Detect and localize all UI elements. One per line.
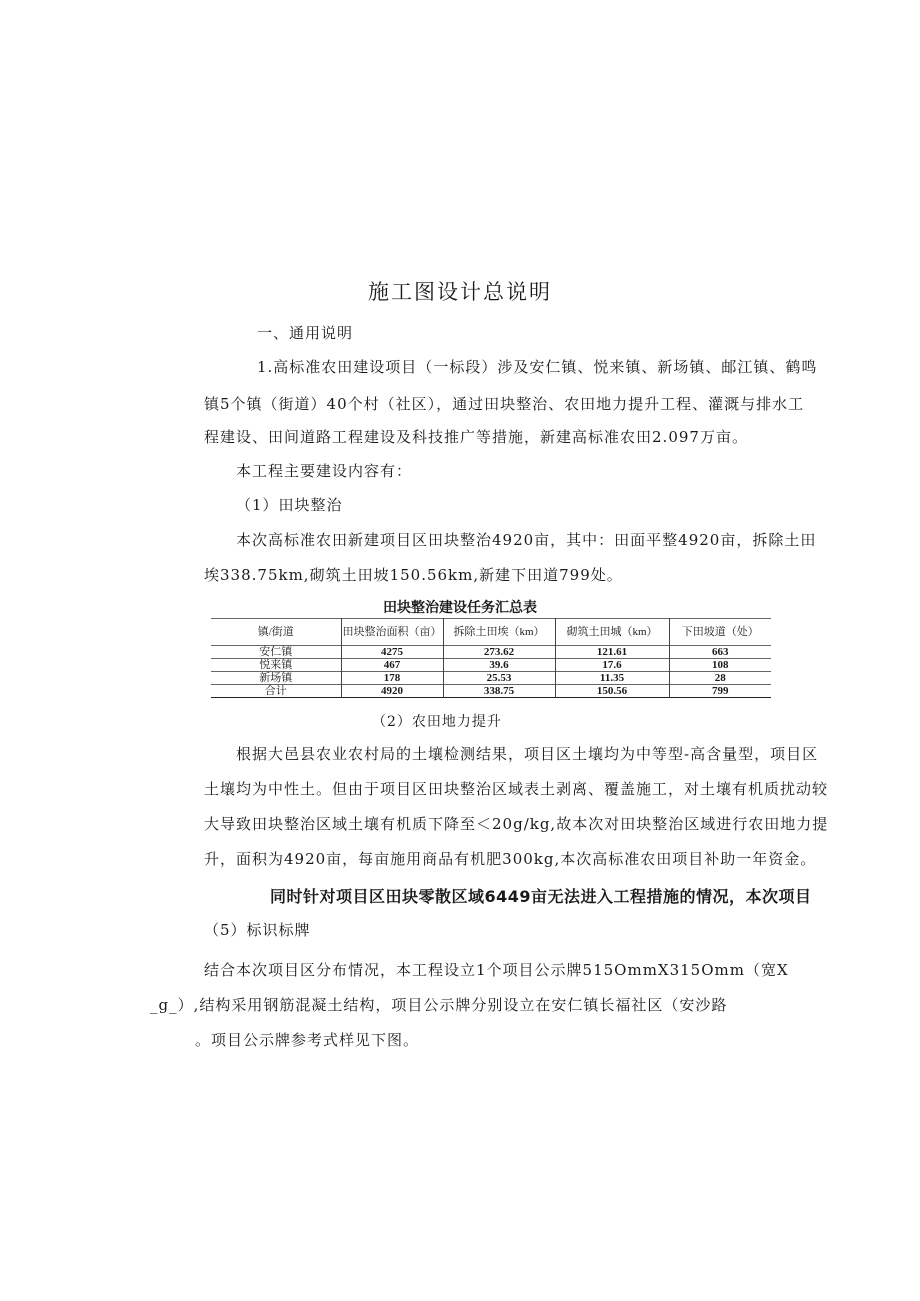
table-title: 田块整治建设任务汇总表 bbox=[383, 600, 537, 616]
sub-heading-soil-fertility: （2）农田地力提升 bbox=[372, 714, 502, 730]
page-title: 施工图设计总说明 bbox=[368, 280, 552, 304]
table-cell: 安仁镇 bbox=[211, 646, 341, 659]
para3-line1: 根据大邑县农业农村局的土壤检测结果，项目区土壤均为中等型-高含量型，项目区 bbox=[236, 745, 819, 763]
para1-line2: 镇5个镇（街道）40个村（社区），通过田块整治、农田地力提升工程、灌溉与排水工 bbox=[204, 395, 805, 413]
table-cell: 108 bbox=[669, 659, 771, 672]
para1-line3: 程建设、田间道路工程建设及科技推广等措施，新建高标准农田2.097万亩。 bbox=[204, 428, 748, 446]
para3-line4: 升，面积为4920亩，每亩施用商品有机肥300kg,本次高标准农田项目补助一年资金。 bbox=[204, 850, 817, 868]
table-cell: 悦来镇 bbox=[211, 659, 341, 672]
table-header-cell: 镇/街道 bbox=[211, 619, 341, 646]
table-row bbox=[211, 646, 771, 659]
table-cell: 273.62 bbox=[443, 646, 555, 659]
table-row bbox=[211, 672, 771, 685]
main-content-intro: 本工程主要建设内容有： bbox=[236, 462, 413, 480]
section-heading-general: 一、通用说明 bbox=[257, 324, 354, 342]
sub-heading-signage: （5）标识标牌 bbox=[204, 921, 311, 939]
table-cell: 25.53 bbox=[443, 672, 555, 685]
summary-table bbox=[211, 618, 771, 698]
table-cell: 178 bbox=[341, 672, 443, 685]
table-header-cell: 拆除土田埃（km） bbox=[443, 619, 555, 646]
sub-heading-field-consolidation: （1）田块整治 bbox=[236, 496, 343, 514]
table-cell: 39.6 bbox=[443, 659, 555, 672]
table-cell: 17.6 bbox=[555, 659, 669, 672]
table-total-row bbox=[211, 685, 771, 698]
table-cell: 338.75 bbox=[443, 685, 555, 698]
table-cell: 4920 bbox=[341, 685, 443, 698]
table-cell: 11.35 bbox=[555, 672, 669, 685]
para5-line3: 。项目公示牌参考式样见下图。 bbox=[195, 1031, 420, 1049]
para3-line2: 土壤均为中性土。但由于项目区田块整治区域表土剥离、覆盖施工，对土壤有机质扰动较 bbox=[204, 780, 829, 798]
table-header-cell: 下田坡道（处） bbox=[669, 619, 771, 646]
table-cell: 4275 bbox=[341, 646, 443, 659]
para2-line2: 埃338.75km,砌筑土田坡150.56km,新建下田道799处。 bbox=[204, 566, 623, 584]
para5-line2: _g_）,结构采用钢筋混凝土结构，项目公示牌分别设立在安仁镇长福社区（安沙路 bbox=[150, 996, 728, 1014]
table-cell: 467 bbox=[341, 659, 443, 672]
table-header-cell: 砌筑土田城（km） bbox=[555, 619, 669, 646]
table-header-row bbox=[211, 619, 771, 646]
table-cell: 新场镇 bbox=[211, 672, 341, 685]
para5-line1: 结合本次项目区分布情况，本工程设立1个项目公示牌515OmmX315Omm（宽X bbox=[204, 961, 789, 979]
para1-line1: 1.高标准农田建设项目（一标段）涉及安仁镇、悦来镇、新场镇、邮江镇、鹤鸣 bbox=[257, 358, 818, 376]
table-cell: 799 bbox=[669, 685, 771, 698]
table-cell: 663 bbox=[669, 646, 771, 659]
para4: 同时针对项目区田块零散区域6449亩无法进入工程措施的情况，本次项目 bbox=[270, 887, 812, 906]
table-cell: 28 bbox=[669, 672, 771, 685]
para2-line1: 本次高标准农田新建项目区田块整治4920亩，其中：田面平整4920亩，拆除土田 bbox=[236, 531, 817, 549]
table-cell: 合计 bbox=[211, 685, 341, 698]
table-cell: 121.61 bbox=[555, 646, 669, 659]
table-cell: 150.56 bbox=[555, 685, 669, 698]
table-header-cell: 田块整治面积（亩） bbox=[341, 619, 443, 646]
para3-line3: 大导致田块整治区域土壤有机质下降至＜20g∕kg,故本次对田块整治区域进行农田地力提 bbox=[204, 815, 829, 833]
table-row bbox=[211, 659, 771, 672]
